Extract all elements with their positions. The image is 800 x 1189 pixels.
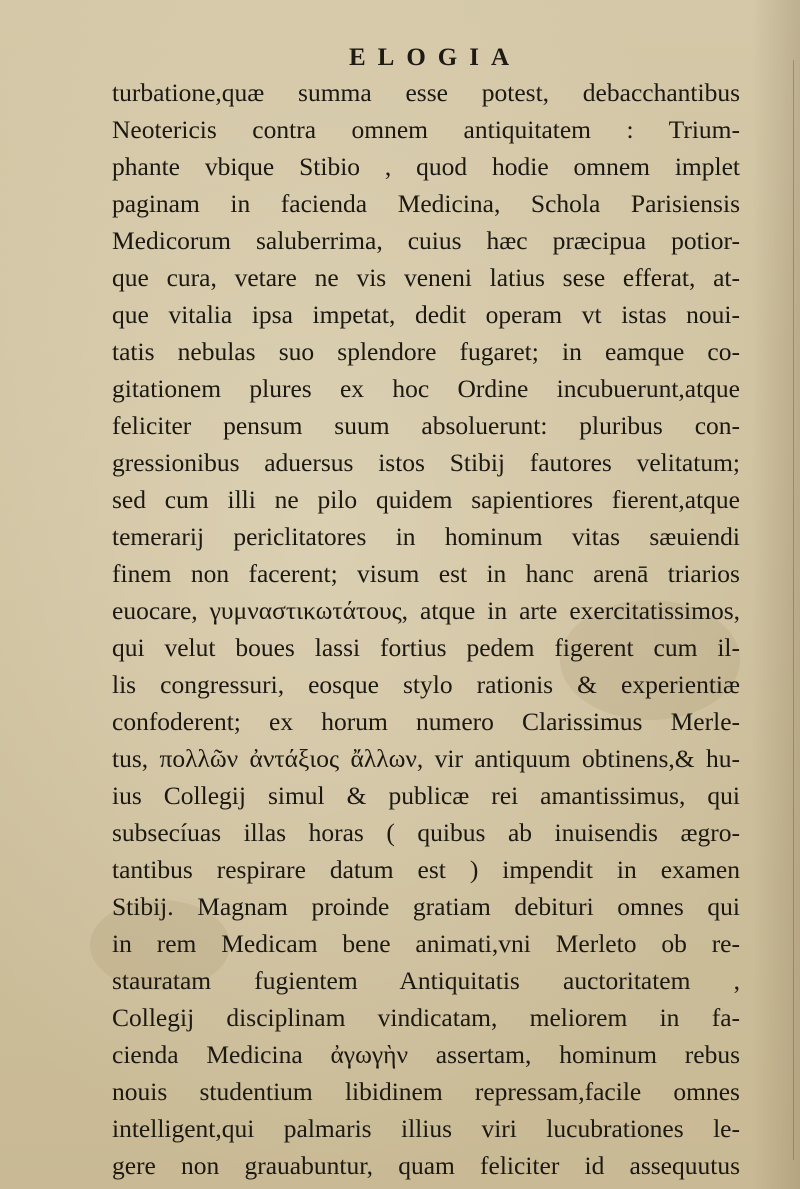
body-text <box>112 74 740 1184</box>
text-line: tatis nebulas suo splendore fugaret; in eamque co- <box>112 337 740 366</box>
running-head: ELOGIA <box>348 44 522 71</box>
text-line: in rem Medicam bene animati,vni Merleto ob re- <box>112 929 740 958</box>
text-line: phante vbique Stibio , quod hodie omnem implet <box>112 152 740 181</box>
text-line: paginam in facienda Medicina, Schola Parisiensis <box>112 189 740 218</box>
text-line: subsecíuas illas horas ( quibus ab inuisendis ægro- <box>112 818 740 847</box>
text-line: intelligent,qui palmaris illius viri lucubrationes le- <box>112 1114 740 1143</box>
text-line: feliciter pensum suum absoluerunt: pluribus con- <box>112 411 740 440</box>
text-line: que vitalia ipsa impetat, dedit operam vt istas noui- <box>112 300 740 329</box>
text-line: cienda Medicina ἀγωγὴν assertam, hominum rebus <box>112 1040 740 1069</box>
text-line: euocare, γυμναστικωτάτους, atque in arte exercitatissimos, <box>112 596 740 625</box>
text-line: gere non grauabuntur, quam feliciter id assequutus <box>112 1151 740 1180</box>
text-line: temerarij periclitatores in hominum vitas sæuiendi <box>112 522 740 551</box>
text-line: finem non facerent; visum est in hanc arenā triarios <box>112 559 740 588</box>
text-line: sed cum illi ne pilo quidem sapientiores fierent,atque <box>112 485 740 514</box>
page-edge-line <box>793 60 794 1160</box>
text-line: nouis studentium libidinem repressam,facile omnes <box>112 1077 740 1106</box>
text-line: lis congressuri, eosque stylo rationis & experientiæ <box>112 670 740 699</box>
text-line: Neotericis contra omnem antiquitatem : Trium- <box>112 115 740 144</box>
text-line: Stibij. Magnam proinde gratiam debituri omnes qui <box>112 892 740 921</box>
text-line: Collegij disciplinam vindicatam, meliorem in fa- <box>112 1003 740 1032</box>
text-line: tantibus respirare datum est ) impendit in examen <box>112 855 740 884</box>
text-line: ius Collegij simul & publicæ rei amantissimus, qui <box>112 781 740 810</box>
text-line: gressionibus aduersus istos Stibij fautores velitatum; <box>112 448 740 477</box>
text-line: stauratam fugientem Antiquitatis auctoritatem , <box>112 966 740 995</box>
text-line: Medicorum saluberrima, cuius hæc præcipua potior- <box>112 226 740 255</box>
text-line: que cura, vetare ne vis veneni latius sese efferat, at- <box>112 263 740 292</box>
text-line: turbatione,quæ summa esse potest, debacchantibus <box>112 78 740 107</box>
text-line: qui velut boues lassi fortius pedem figerent cum il- <box>112 633 740 662</box>
text-line: tus, πολλῶν ἀντάξιος ἄλλων, vir antiquum obtinens,& hu- <box>112 744 740 773</box>
text-line: confoderent; ex horum numero Clarissimus Merle- <box>112 707 740 736</box>
text-line: gitationem plures ex hoc Ordine incubuerunt,atque <box>112 374 740 403</box>
